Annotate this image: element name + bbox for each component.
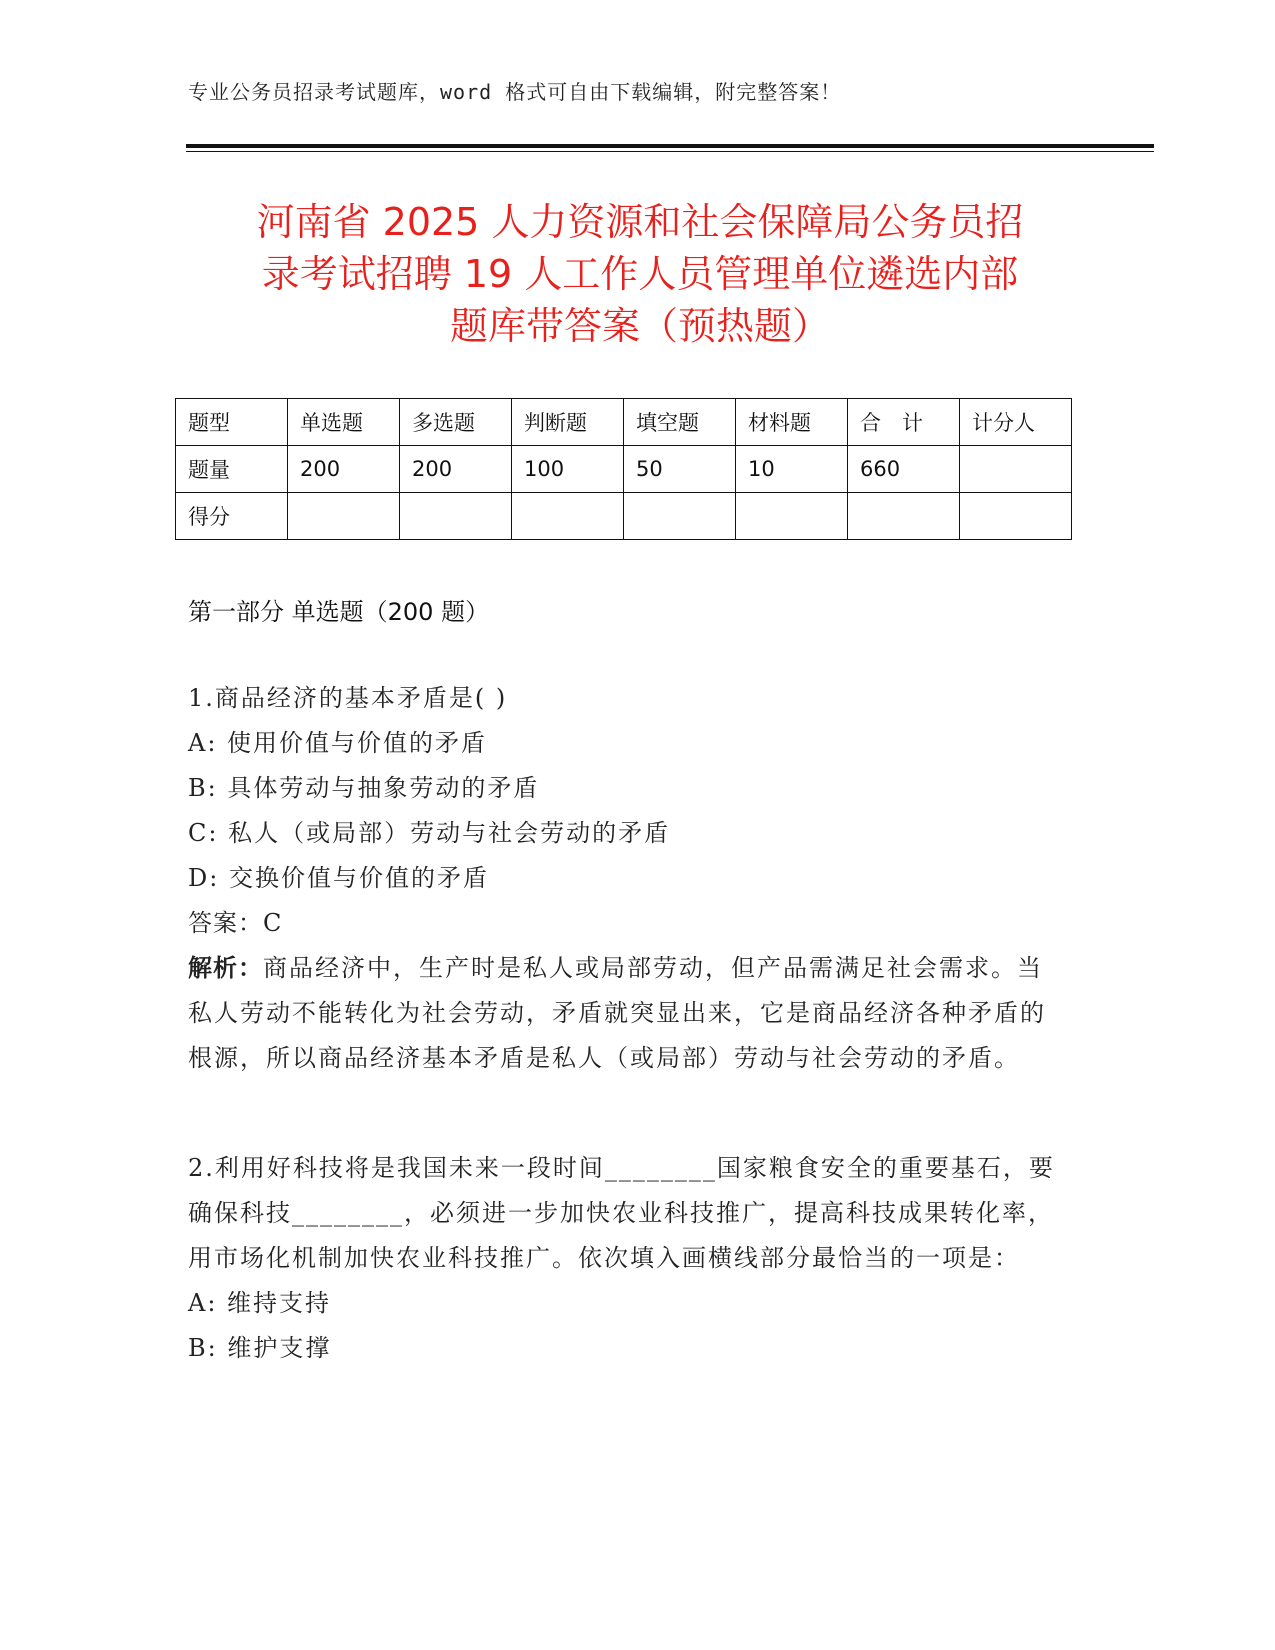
question-1 xyxy=(188,676,1068,1081)
score-header-cell: 题型 xyxy=(176,399,288,446)
score-cell: 得分 xyxy=(176,493,288,540)
score-table xyxy=(175,398,1072,540)
score-table-row-score xyxy=(176,493,1072,540)
option-b: B: 维护支撑 xyxy=(188,1334,332,1362)
score-cell xyxy=(848,493,960,540)
score-table-row-count xyxy=(176,446,1072,493)
score-header-cell: 合 计 xyxy=(848,399,960,446)
question-2 xyxy=(188,1146,1068,1371)
header-rule-thin xyxy=(186,151,1154,152)
score-cell xyxy=(288,493,400,540)
analysis-label: 解析： xyxy=(188,954,263,982)
option-b: B: 具体劳动与抽象劳动的矛盾 xyxy=(188,774,540,802)
score-header-cell: 材料题 xyxy=(736,399,848,446)
score-header-cell: 判断题 xyxy=(512,399,624,446)
score-cell xyxy=(512,493,624,540)
score-cell xyxy=(400,493,512,540)
title-line-1: 河南省 2025 人力资源和社会保障局公务员招 xyxy=(256,200,1024,244)
section-title: 第一部分 单选题（200 题） xyxy=(188,598,490,626)
question-stem: 1.商品经济的基本矛盾是( ) xyxy=(188,684,508,712)
document-title xyxy=(180,196,1100,352)
score-header-cell: 填空题 xyxy=(624,399,736,446)
header-rule-thick xyxy=(186,144,1154,148)
header-note: 专业公务员招录考试题库，word 格式可自由下载编辑，附完整答案！ xyxy=(188,80,842,104)
answer-value: C xyxy=(263,909,284,937)
analysis-text: 商品经济中，生产时是私人或局部劳动，但产品需满足社会需求。当私人劳动不能转化为社会劳动，矛盾就突显出来，它是商品经济各种矛盾的根源，所以商品经济基本矛盾是私人（或局部）劳动与社会劳动的矛盾。 xyxy=(188,954,1046,1072)
option-a: A: 使用价值与价值的矛盾 xyxy=(188,729,488,757)
analysis-paragraph xyxy=(188,946,1068,1081)
score-table-header-row xyxy=(176,399,1072,446)
score-cell xyxy=(736,493,848,540)
score-header-cell: 多选题 xyxy=(400,399,512,446)
score-cell: 题量 xyxy=(176,446,288,493)
score-cell: 100 xyxy=(512,446,624,493)
title-line-2: 录考试招聘 19 人工作人员管理单位遴选内部 xyxy=(261,252,1019,296)
score-cell: 200 xyxy=(288,446,400,493)
score-cell: 200 xyxy=(400,446,512,493)
score-cell: 10 xyxy=(736,446,848,493)
title-line-3: 题库带答案（预热题） xyxy=(449,304,830,348)
score-cell: 660 xyxy=(848,446,960,493)
score-cell xyxy=(624,493,736,540)
question-stem: 2.利用好科技将是我国未来一段时间________国家粮食安全的重要基石，要确保科技________，必须进一步加快农业科技推广，提高科技成果转化率，用市场化机制加快农业科技推广。依次填入画横线部分最恰当的一项是： xyxy=(188,1154,1055,1272)
option-c: C: 私人（或局部）劳动与社会劳动的矛盾 xyxy=(188,819,671,847)
answer-label: 答案： xyxy=(188,909,263,937)
score-cell xyxy=(960,446,1072,493)
score-header-cell: 计分人 xyxy=(960,399,1072,446)
score-cell: 50 xyxy=(624,446,736,493)
option-a: A: 维持支持 xyxy=(188,1289,332,1317)
answer-line xyxy=(188,901,1068,946)
score-header-cell: 单选题 xyxy=(288,399,400,446)
option-d: D: 交换价值与价值的矛盾 xyxy=(188,864,489,892)
score-cell xyxy=(960,493,1072,540)
